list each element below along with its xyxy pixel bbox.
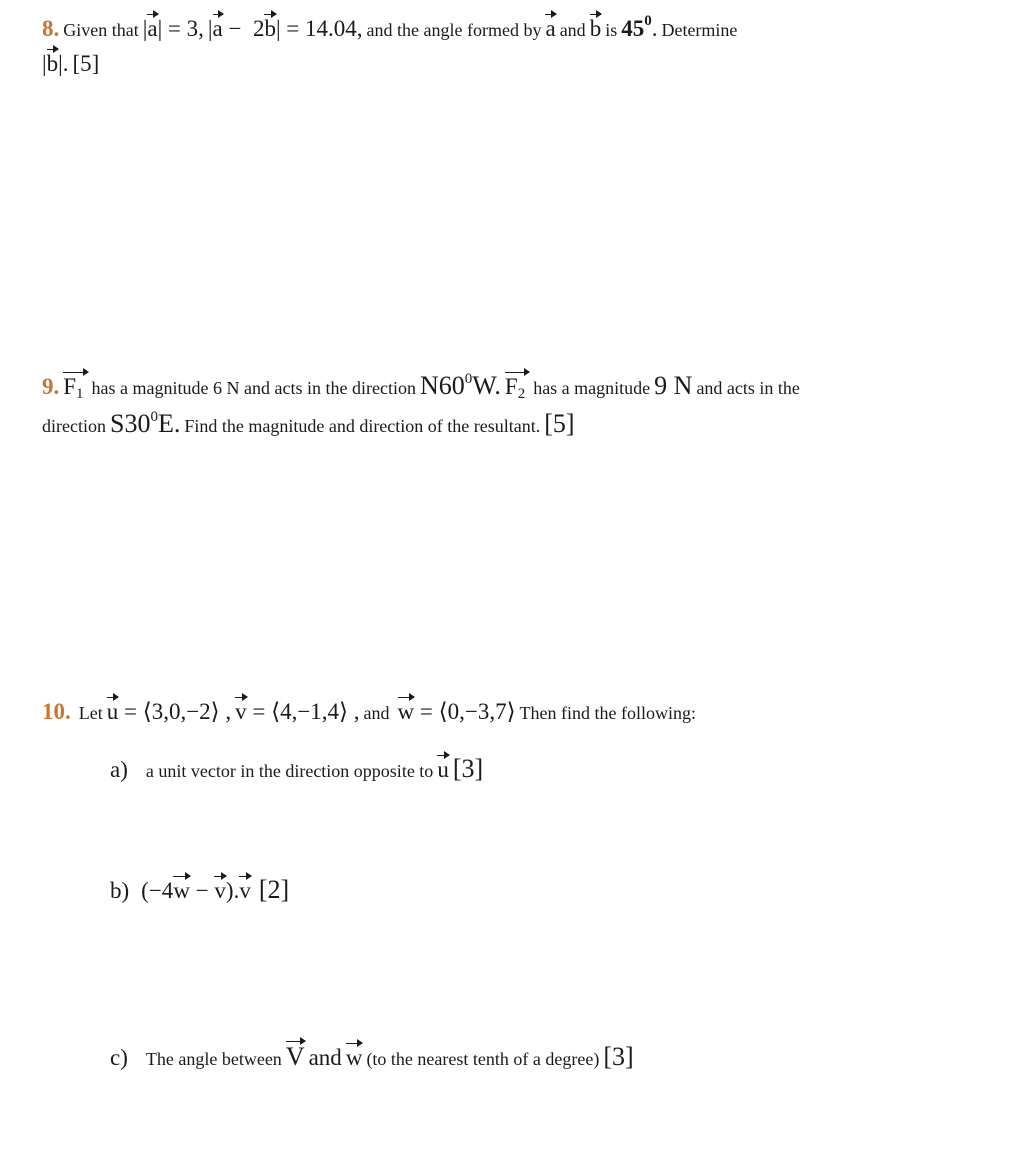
q9-f2-text-a: has a magnitude — [533, 378, 651, 398]
q10-part-c-marks: [3] — [603, 1042, 634, 1071]
q9-f2-text-b: and acts in the — [696, 378, 800, 398]
q10-part-c-and: and — [308, 1045, 342, 1070]
q8-vec-b: b — [589, 16, 602, 41]
q10-then: Then find the following: — [519, 703, 697, 723]
q10-part-a-text: a unit vector in the direction opposite to — [145, 761, 434, 781]
q9-marks: [5] — [544, 409, 575, 438]
q10-part-a — [110, 756, 483, 782]
q10-part-b — [110, 877, 289, 903]
q9-f2-magnitude: 9 N — [654, 371, 693, 400]
q8-vec-a: a — [545, 16, 556, 41]
q9-f1: $F_1$ — [63, 374, 87, 399]
q9-direction-word: direction — [42, 416, 106, 436]
q8-intro: Given that — [63, 20, 139, 40]
q10-v-def: v = ⟨4,−1,4⟩ , — [235, 699, 360, 724]
question-8-line-2 — [42, 52, 99, 75]
q10-part-c-vec1: V — [285, 1042, 305, 1071]
question-10-number: 10. — [42, 699, 71, 724]
q10-part-a-label: a) — [110, 757, 128, 782]
q10-part-c — [110, 1044, 634, 1070]
q9-f1-direction: $N60^0W$. — [419, 371, 501, 400]
q9-f1-text: has a magnitude 6 N and acts in the direction — [91, 378, 416, 398]
question-8-line-1: 8. Given that |a| = 3, |a − 2b| = 14.04, and the angle formed by a and b is $45^0$. Determine — [42, 13, 738, 41]
q8-marks: [5] — [72, 51, 100, 76]
q8-norm-a-minus-2b: |a − 2b| = 14.04, — [207, 16, 363, 41]
q10-and: and — [363, 703, 390, 723]
q9-f2: $F_2$ — [505, 374, 529, 399]
q10-part-c-text-b: (to the nearest tenth of a degree) — [366, 1049, 600, 1069]
q10-part-c-text-a: The angle between — [145, 1049, 282, 1069]
q10-part-a-marks: [3] — [452, 754, 484, 783]
q10-part-c-vec2: w — [345, 1045, 363, 1070]
q8-norm-a: |a| = 3, — [142, 16, 204, 41]
q8-and: and — [559, 20, 586, 40]
question-9-line-2 — [42, 410, 575, 437]
q9-f2-direction: $S30^0E$. — [109, 409, 181, 438]
q10-part-b-marks: [2] — [258, 875, 290, 904]
q8-determine: Determine — [661, 20, 738, 40]
q10-u-def: u = ⟨3,0,−2⟩ , — [106, 699, 232, 724]
q8-angle-value: $45^0$ — [621, 13, 652, 41]
question-9-number: 9. — [42, 374, 60, 399]
question-8-number: 8. — [42, 16, 60, 41]
q10-part-b-expr: (−4w − v).v — [141, 878, 251, 903]
q9-ask: Find the magnitude and direction of the resultant. — [184, 416, 541, 436]
q8-is: is — [605, 20, 618, 40]
question-10-line-1 — [42, 700, 696, 723]
q10-let: Let — [78, 703, 103, 723]
q8-ask: |b|. — [42, 51, 69, 76]
question-9-line-1 — [42, 372, 800, 402]
q10-part-b-label: b) — [110, 878, 130, 903]
q8-angle-text: and the angle formed by — [366, 20, 542, 40]
q10-part-a-vec: u — [437, 757, 449, 782]
q10-w-def: w = ⟨0,−3,7⟩ — [397, 699, 516, 724]
q10-part-c-label: c) — [110, 1045, 128, 1070]
